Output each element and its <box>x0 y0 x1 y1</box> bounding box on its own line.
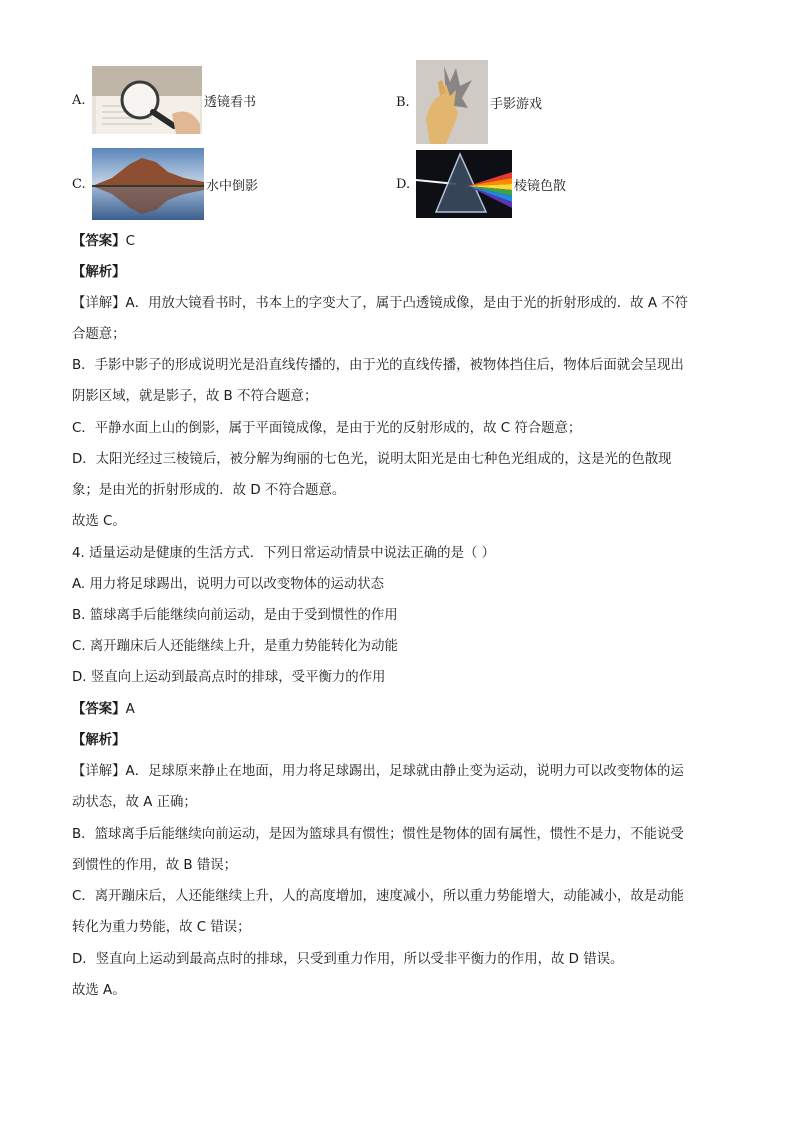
q4-choice-c: C. 离开蹦床后人还能继续上升，是重力势能转化为动能 <box>72 639 398 654</box>
q4-analysis-line: B．篮球离手后能继续向前运动，是因为篮球具有惯性；惯性是物体的固有属性，惯性不是力，不能说受 <box>72 827 684 842</box>
option-d-letter: D. <box>396 176 411 192</box>
q3-conclusion: 故选 C。 <box>72 514 126 529</box>
option-b-caption: 手影游戏 <box>490 96 543 112</box>
q4-choice-a: A. 用力将足球踢出，说明力可以改变物体的运动状态 <box>72 577 385 592</box>
option-a <box>72 66 256 134</box>
q4-conclusion: 故选 A。 <box>72 983 126 998</box>
q3-analysis-line: 象；是由光的折射形成的．故 D 不符合题意。 <box>72 483 346 498</box>
q3-analysis-line: 阴影区域，就是影子，故 B 不符合题意； <box>72 389 318 404</box>
q4-analysis-label: 【解析】 <box>72 733 126 748</box>
option-d <box>396 150 566 218</box>
option-d-caption: 棱镜色散 <box>514 178 567 194</box>
magnifier-reading-photo <box>92 66 202 134</box>
q3-analysis-line: 【详解】A．用放大镜看书时，书本上的字变大了，属于凸透镜成像，是由于光的折射形成的．故 A 不符 <box>72 296 689 311</box>
mountain-reflection-photo <box>92 148 204 220</box>
q3-analysis-line: D．太阳光经过三棱镜后，被分解为绚丽的七色光，说明太阳光是由七种色光组成的，这是光的色散现 <box>72 452 672 467</box>
option-b <box>396 60 542 144</box>
q4-answer-value: A <box>125 702 135 717</box>
q4-analysis-line: 动状态，故 A 正确； <box>72 795 197 810</box>
option-c-caption: 水中倒影 <box>206 178 259 194</box>
q3-answer <box>72 232 135 252</box>
q3-analysis-label: 【解析】 <box>72 265 126 280</box>
prism-dispersion-photo <box>416 150 512 218</box>
q3-answer-label: 【答案】 <box>72 234 126 249</box>
option-a-caption: 透镜看书 <box>204 94 257 110</box>
q4-analysis-line: C．离开蹦床后，人还能继续上升，人的高度增加，速度减小，所以重力势能增大，动能减小，故是动能 <box>72 889 684 904</box>
q4-choice-b: B. 篮球离手后能继续向前运动，是由于受到惯性的作用 <box>72 608 398 623</box>
q3-analysis-line: 合题意； <box>72 327 126 342</box>
q3-analysis-line: B．手影中影子的形成说明光是沿直线传播的，由于光的直线传播，被物体挡住后，物体后面就会呈现出 <box>72 358 684 373</box>
option-b-letter: B. <box>396 94 410 110</box>
option-c <box>72 148 258 220</box>
q4-answer-label: 【答案】 <box>72 702 126 717</box>
q4-stem: 4. 适量运动是健康的生活方式．下列日常运动情景中说法正确的是（ ） <box>72 546 496 561</box>
option-a-letter: A. <box>72 92 86 108</box>
q4-analysis-line: D．竖直向上运动到最高点时的排球，只受到重力作用，所以受非平衡力的作用，故 D 错误。 <box>72 952 624 967</box>
q3-answer-value: C <box>125 234 135 249</box>
q4-analysis-line: 转化为重力势能，故 C 错误； <box>72 920 251 935</box>
q4-choice-d: D. 竖直向上运动到最高点时的排球，受平衡力的作用 <box>72 670 386 685</box>
q4-analysis-line: 【详解】A．足球原来静止在地面，用力将足球踢出，足球就由静止变为运动，说明力可以改变物体的运 <box>72 764 684 779</box>
q4-analysis-line: 到惯性的作用，故 B 错误； <box>72 858 237 873</box>
q3-analysis-line: C．平静水面上山的倒影，属于平面镜成像，是由于光的反射形成的，故 C 符合题意； <box>72 421 582 436</box>
hand-shadow-photo <box>416 60 488 144</box>
q4-answer <box>72 700 135 720</box>
option-c-letter: C. <box>72 176 86 192</box>
